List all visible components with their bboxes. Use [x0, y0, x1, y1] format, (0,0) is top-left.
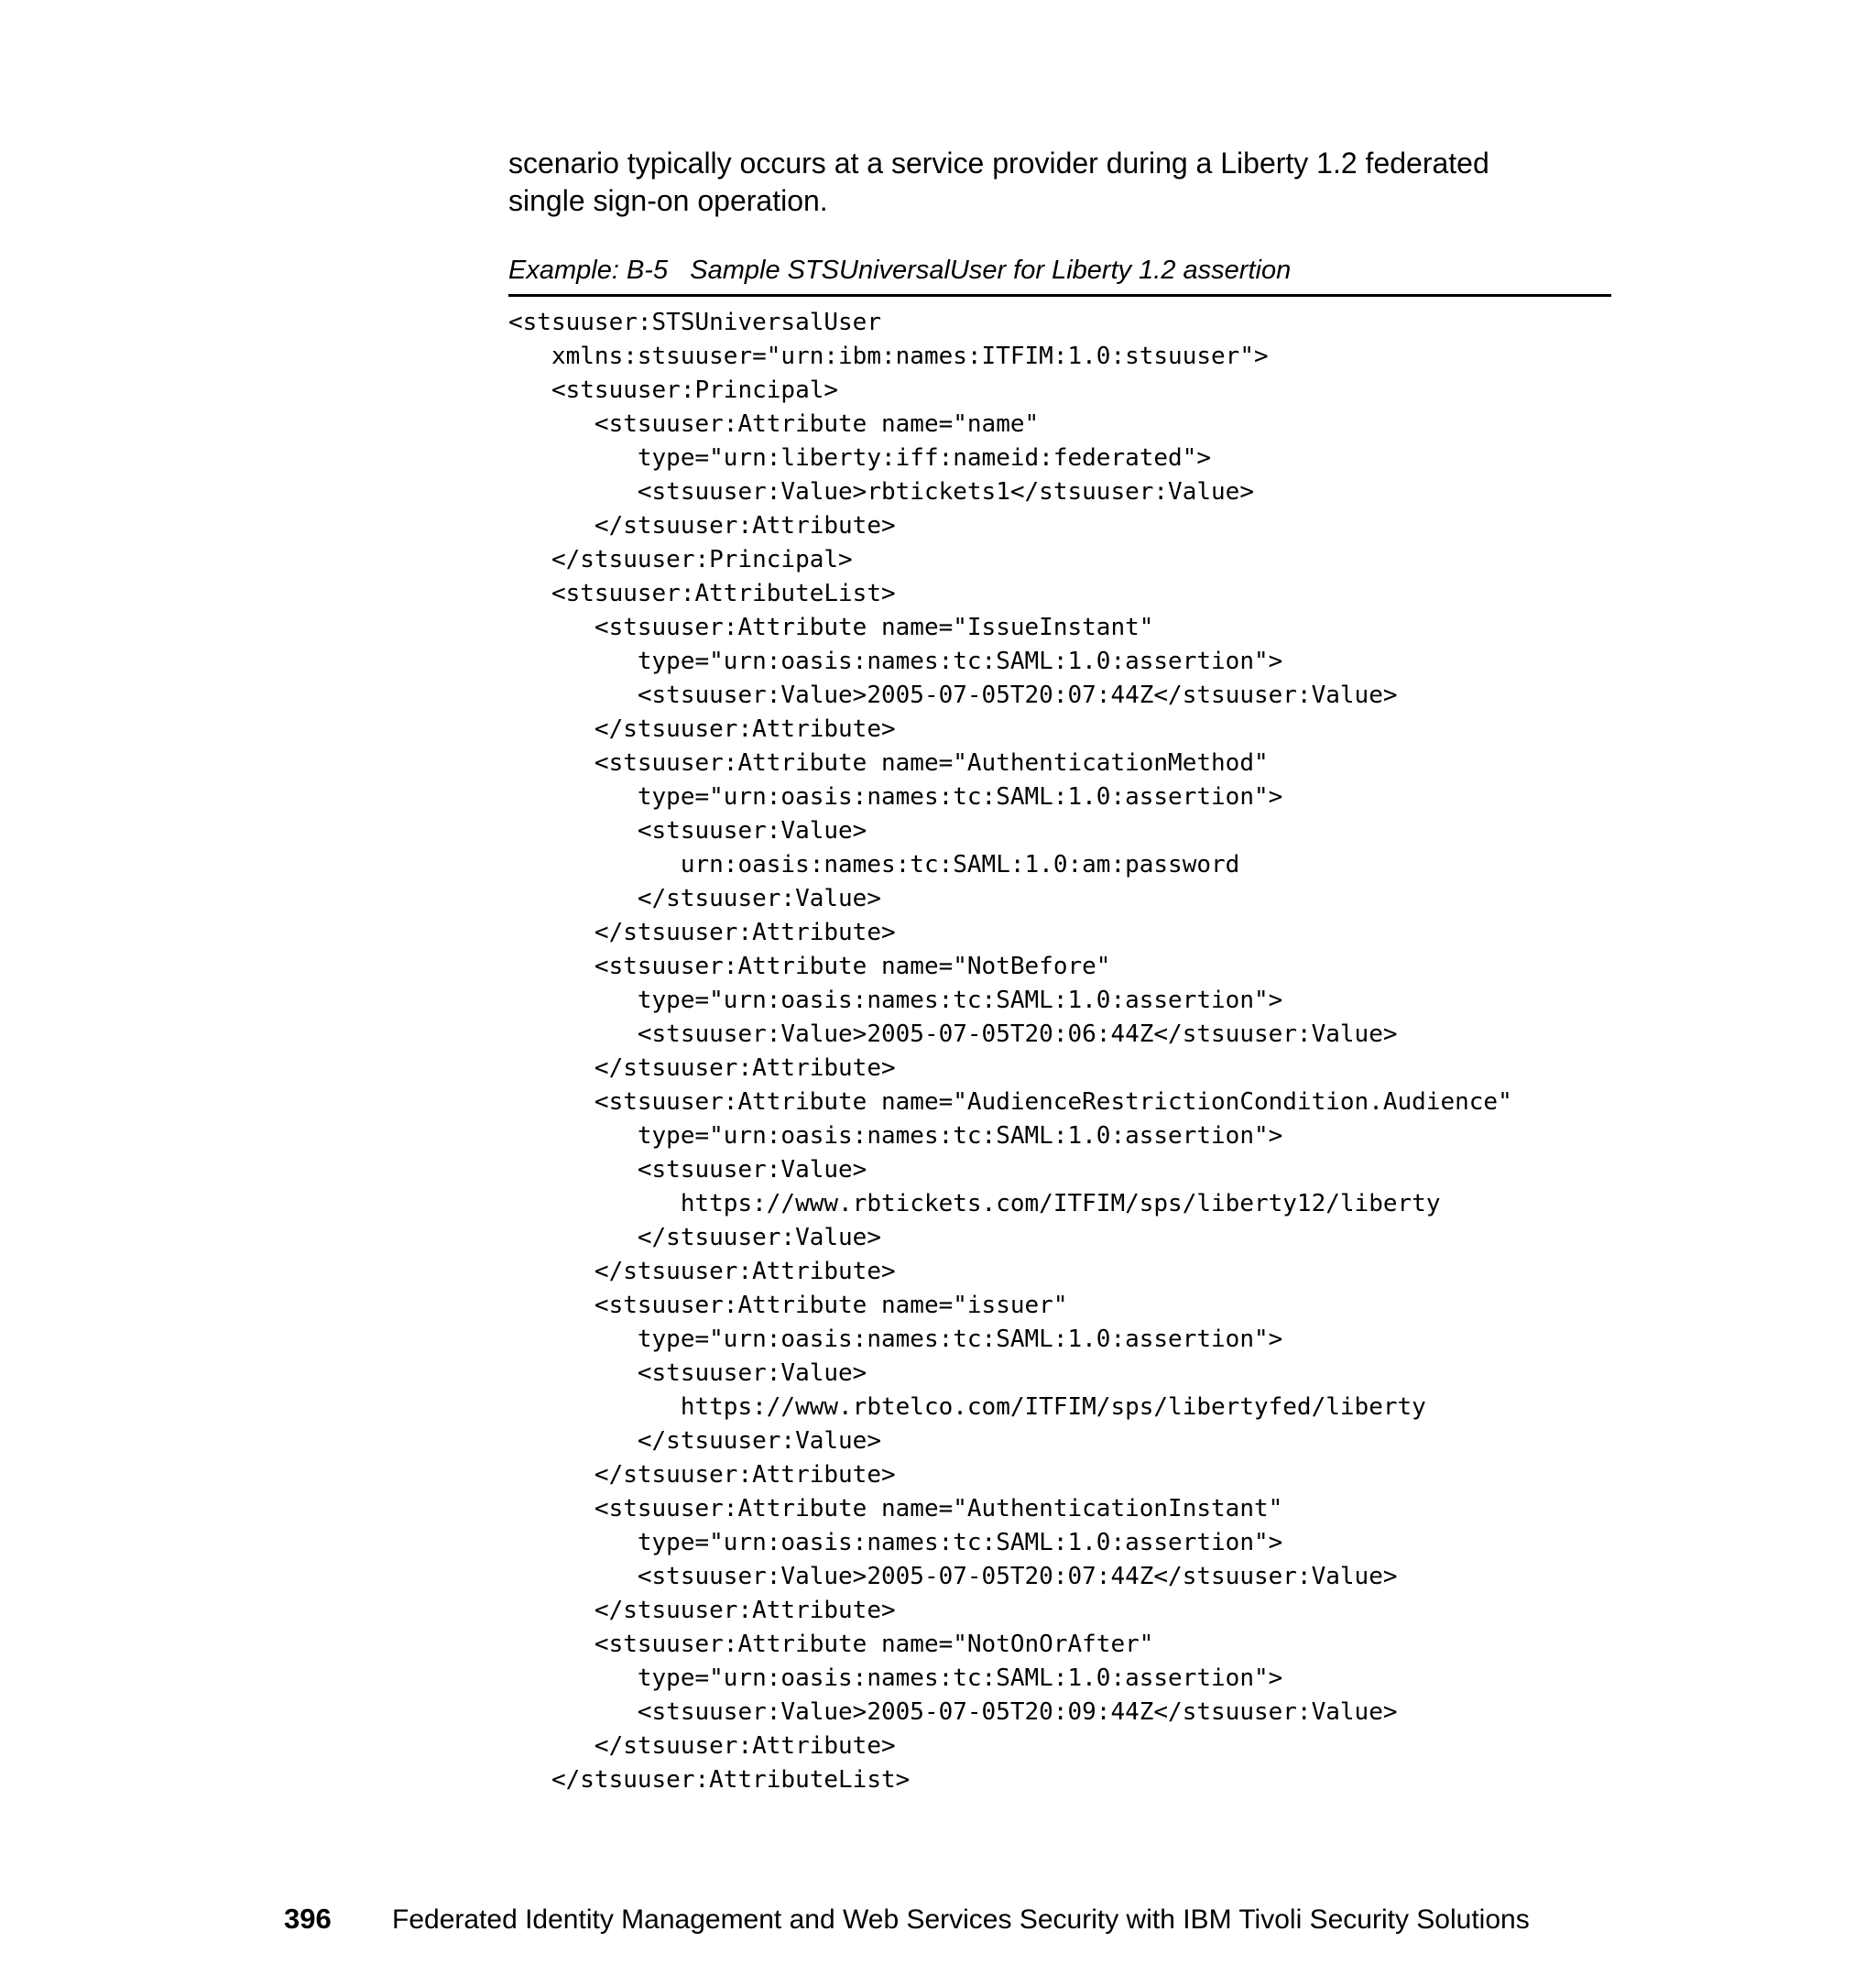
code-line: </stsuuser:Attribute>	[508, 1054, 896, 1082]
code-line: <stsuuser:Value>2005-07-05T20:07:44Z</stsuuser:Value>	[508, 682, 1398, 709]
page-footer	[284, 1901, 1658, 1938]
book-title: Federated Identity Management and Web Services Security with IBM Tivoli Security Solutions	[392, 1904, 1530, 1935]
code-line: <stsuuser:Attribute name="NotOnOrAfter"	[508, 1631, 1154, 1658]
code-line: https://www.rbtickets.com/ITFIM/sps/liberty12/liberty	[508, 1190, 1441, 1217]
code-line: <stsuuser:Attribute name="name"	[508, 410, 1040, 438]
code-line: type="urn:oasis:names:tc:SAML:1.0:assertion">	[508, 648, 1283, 675]
code-line: </stsuuser:Attribute>	[508, 715, 896, 743]
code-line: </stsuuser:Attribute>	[508, 512, 896, 540]
code-line: </stsuuser:Attribute>	[508, 1461, 896, 1489]
page-number: 396	[284, 1903, 332, 1935]
code-line: <stsuuser:Value>	[508, 817, 867, 845]
code-line: <stsuuser:Attribute name="AudienceRestrictionCondition.Audience"	[508, 1088, 1512, 1116]
code-listing	[508, 306, 1699, 1797]
code-line: <stsuuser:Value>2005-07-05T20:06:44Z</stsuuser:Value>	[508, 1020, 1398, 1048]
code-line: type="urn:oasis:names:tc:SAML:1.0:assertion">	[508, 1326, 1283, 1353]
code-line: <stsuuser:AttributeList>	[508, 580, 896, 607]
code-line: </stsuuser:Value>	[508, 1427, 881, 1455]
code-line: <stsuuser:Attribute name="AuthenticationMethod"	[508, 749, 1269, 777]
code-line: <stsuuser:Attribute name="IssueInstant"	[508, 614, 1154, 641]
code-line: xmlns:stsuuser="urn:ibm:names:ITFIM:1.0:stsuuser">	[508, 343, 1269, 370]
code-line: </stsuuser:Attribute>	[508, 1732, 896, 1760]
code-line: <stsuuser:Principal>	[508, 376, 839, 404]
code-line: urn:oasis:names:tc:SAML:1.0:am:password	[508, 851, 1240, 878]
code-line: type="urn:oasis:names:tc:SAML:1.0:assertion">	[508, 1122, 1283, 1150]
code-line: type="urn:oasis:names:tc:SAML:1.0:assertion">	[508, 1529, 1283, 1556]
code-line: type="urn:oasis:names:tc:SAML:1.0:assertion">	[508, 987, 1283, 1014]
intro-line-1: scenario typically occurs at a service provider during a Liberty 1.2 federated	[508, 147, 1489, 180]
code-line: </stsuuser:Attribute>	[508, 919, 896, 946]
code-line: <stsuuser:Value>	[508, 1359, 867, 1387]
code-line: </stsuuser:Value>	[508, 1224, 881, 1251]
code-line: </stsuuser:Attribute>	[508, 1258, 896, 1285]
intro-line-2: single sign-on operation.	[508, 184, 828, 217]
code-line: <stsuuser:Attribute name="issuer"	[508, 1292, 1068, 1319]
code-line: <stsuuser:Value>2005-07-05T20:07:44Z</stsuuser:Value>	[508, 1563, 1398, 1590]
intro-paragraph	[508, 145, 1608, 220]
code-line: type="urn:liberty:iff:nameid:federated">	[508, 444, 1212, 472]
code-line: <stsuuser:Value>	[508, 1156, 867, 1184]
code-line: </stsuuser:AttributeList>	[508, 1766, 911, 1794]
code-line: </stsuuser:Principal>	[508, 546, 853, 573]
code-line: </stsuuser:Attribute>	[508, 1597, 896, 1624]
code-line: https://www.rbtelco.com/ITFIM/sps/libertyfed/liberty	[508, 1393, 1426, 1421]
example-caption: Example: B-5 Sample STSUniversalUser for Liberty 1.2 assertion	[508, 256, 1292, 285]
code-line: type="urn:oasis:names:tc:SAML:1.0:assertion">	[508, 1664, 1283, 1692]
code-line: <stsuuser:Value>2005-07-05T20:09:44Z</stsuuser:Value>	[508, 1698, 1398, 1726]
code-line: type="urn:oasis:names:tc:SAML:1.0:assertion">	[508, 783, 1283, 811]
code-line: <stsuuser:Attribute name="AuthenticationInstant"	[508, 1495, 1283, 1522]
code-line: <stsuuser:Value>rbtickets1</stsuuser:Value>	[508, 478, 1254, 506]
code-line: <stsuuser:Attribute name="NotBefore"	[508, 953, 1111, 980]
caption-rule	[508, 294, 1611, 297]
code-line: </stsuuser:Value>	[508, 885, 881, 912]
code-line: <stsuuser:STSUniversalUser	[508, 309, 881, 336]
